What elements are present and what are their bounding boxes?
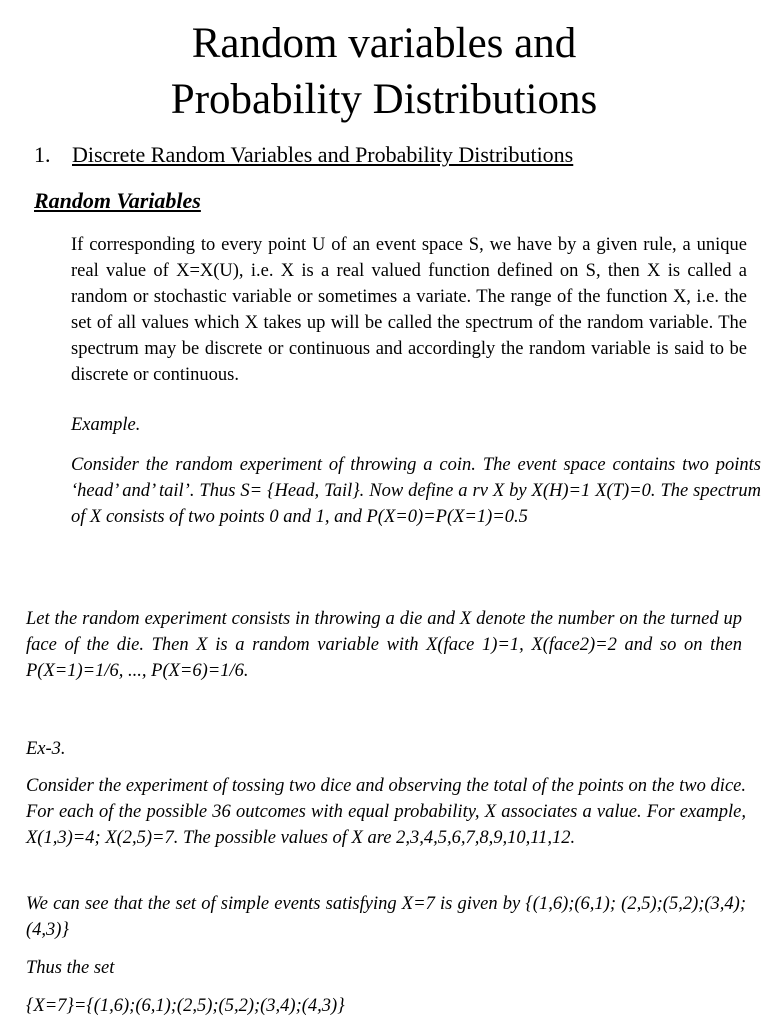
simple-events-paragraph: We can see that the set of simple events satisfying X=7 is given by {(1,6);(6,1); (2,5);(5,2);(3,4);(4,3)} — [26, 894, 746, 940]
page-title — [0, 16, 768, 128]
example-label: Example. — [71, 415, 141, 435]
section-title: Discrete Random Variables and Probability Distributions — [72, 142, 574, 167]
definition-paragraph: If corresponding to every point U of an event space S, we have by a given rule, a unique real value of X=X(U), i.e. X is a real valued function defined on S, then X is called a random or stochastic variable or sometimes a variate. The range of the function X, i.e. the set of all values which X takes up will be called the spectrum of the random variable. The spectrum may be discrete or continuous and accordingly the random variable is said to be discrete or continuous. — [71, 235, 747, 385]
set-equation: {X=7}={(1,6);(6,1);(2,5);(5,2);(3,4);(4,3)} — [26, 996, 345, 1016]
ex3-label: Ex-3. — [26, 739, 66, 759]
coin-example-paragraph: Consider the random experiment of throwing a coin. The event space contains two points ‘head’ and’ tail’. Thus S= {Head, Tail}. Now define a rv X by X(H)=1 X(T)=0. The spectrum of X consists of two points 0 and 1, and P(X=0)=P(X=1)=0.5 — [71, 455, 761, 527]
title-line-2: Probability Distributions — [170, 76, 598, 123]
thus-the-set-text: Thus the set — [26, 958, 115, 978]
section-heading — [34, 140, 573, 170]
dice-example-paragraph: Consider the experiment of tossing two dice and observing the total of the points on the two dice. For each of the possible 36 outcomes with equal probability, X associates a value. For example, X(1,3)=4; X(2,5)=7. The possible values of X are 2,3,4,5,6,7,8,9,10,11,12. — [26, 776, 746, 848]
die-example-paragraph: Let the random experiment consists in throwing a die and X denote the number on the turned up face of the die. Then X is a random variable with X(face 1)=1, X(face2)=2 and so on then P(X=1)=1/6, ..., P(X=6)=1/6. — [26, 609, 742, 681]
title-line-1: Random variables and — [191, 20, 577, 67]
section-number: 1. — [34, 142, 51, 167]
subheading-random-variables: Random Variables — [34, 188, 201, 213]
